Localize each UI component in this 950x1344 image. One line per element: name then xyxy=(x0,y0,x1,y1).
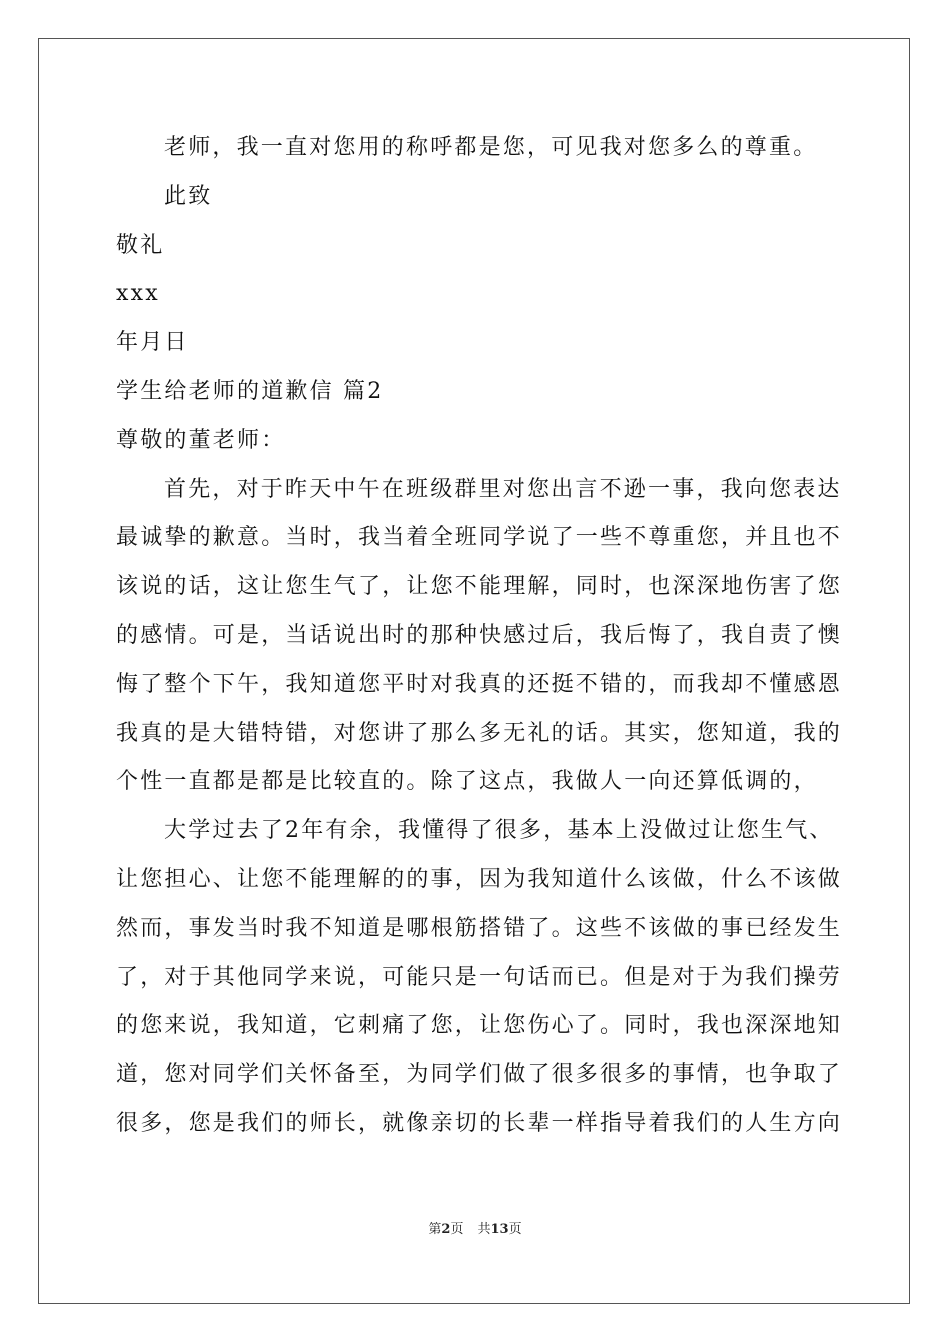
total-suffix: 页 xyxy=(508,1222,522,1237)
closing-salutation: 此致 xyxy=(164,183,213,209)
paragraph-line: 的您来说，我知道，它刺痛了您，让您伤心了。同时，我也深深地知 xyxy=(116,1013,843,1039)
total-pages: 13 xyxy=(490,1222,509,1237)
paragraph-line: 我真的是大错特错，对您讲了那么多无礼的话。其实，您知道，我的 xyxy=(116,720,843,746)
paragraph-line: 然而，事发当时我不知道是哪根筋搭错了。这些不该做的事已经发生 xyxy=(116,915,843,941)
signature-date: 年月日 xyxy=(116,330,189,356)
paragraph-line: 该说的话，这让您生气了，让您不能理解，同时，也深深地伤害了您 xyxy=(116,574,843,600)
paragraph-line: 悔了整个下午，我知道您平时对我真的还挺不错的，而我却不懂感恩 xyxy=(116,671,843,697)
signature-name: xxx xyxy=(116,281,160,307)
paragraph-line: 个性一直都是都是比较直的。除了这点，我做人一向还算低调的， xyxy=(116,769,818,795)
closing-regards: 敬礼 xyxy=(116,232,165,258)
page-prefix: 第 xyxy=(428,1222,442,1237)
paragraph-line: 首先，对于昨天中午在班级群里对您出言不逊一事，我向您表达 xyxy=(164,476,842,502)
total-prefix: 共 xyxy=(477,1222,491,1237)
document-body xyxy=(116,124,843,1149)
paragraph-line: 最诚挚的歉意。当时，我当着全班同学说了一些不尊重您，并且也不 xyxy=(116,525,843,551)
page-footer xyxy=(0,1218,950,1237)
paragraph-line: 很多，您是我们的师长，就像亲切的长辈一样指导着我们的人生方向 xyxy=(116,1110,843,1136)
paragraph-line: 道，您对同学们关怀备至，为同学们做了很多很多的事情，也争取了 xyxy=(116,1062,843,1088)
paragraph-line: 了，对于其他同学来说，可能只是一句话而已。但是对于为我们操劳 xyxy=(116,964,843,990)
paragraph-line: 的感情。可是，当话说出时的那种快感过后，我后悔了，我自责了懊 xyxy=(116,622,843,648)
page-suffix: 页 xyxy=(450,1222,464,1237)
paragraph-line: 大学过去了2年有余，我懂得了很多，基本上没做过让您生气、 xyxy=(164,818,834,844)
paragraph-line: 老师，我一直对您用的称呼都是您，可见我对您多么的尊重。 xyxy=(164,135,818,160)
letter-greeting: 尊敬的董老师： xyxy=(116,427,286,453)
page-number: 2 xyxy=(441,1222,451,1237)
section-title: 学生给老师的道歉信 篇2 xyxy=(116,378,384,404)
paragraph-line: 让您担心、让您不能理解的的事，因为我知道什么该做，什么不该做 xyxy=(116,866,843,892)
